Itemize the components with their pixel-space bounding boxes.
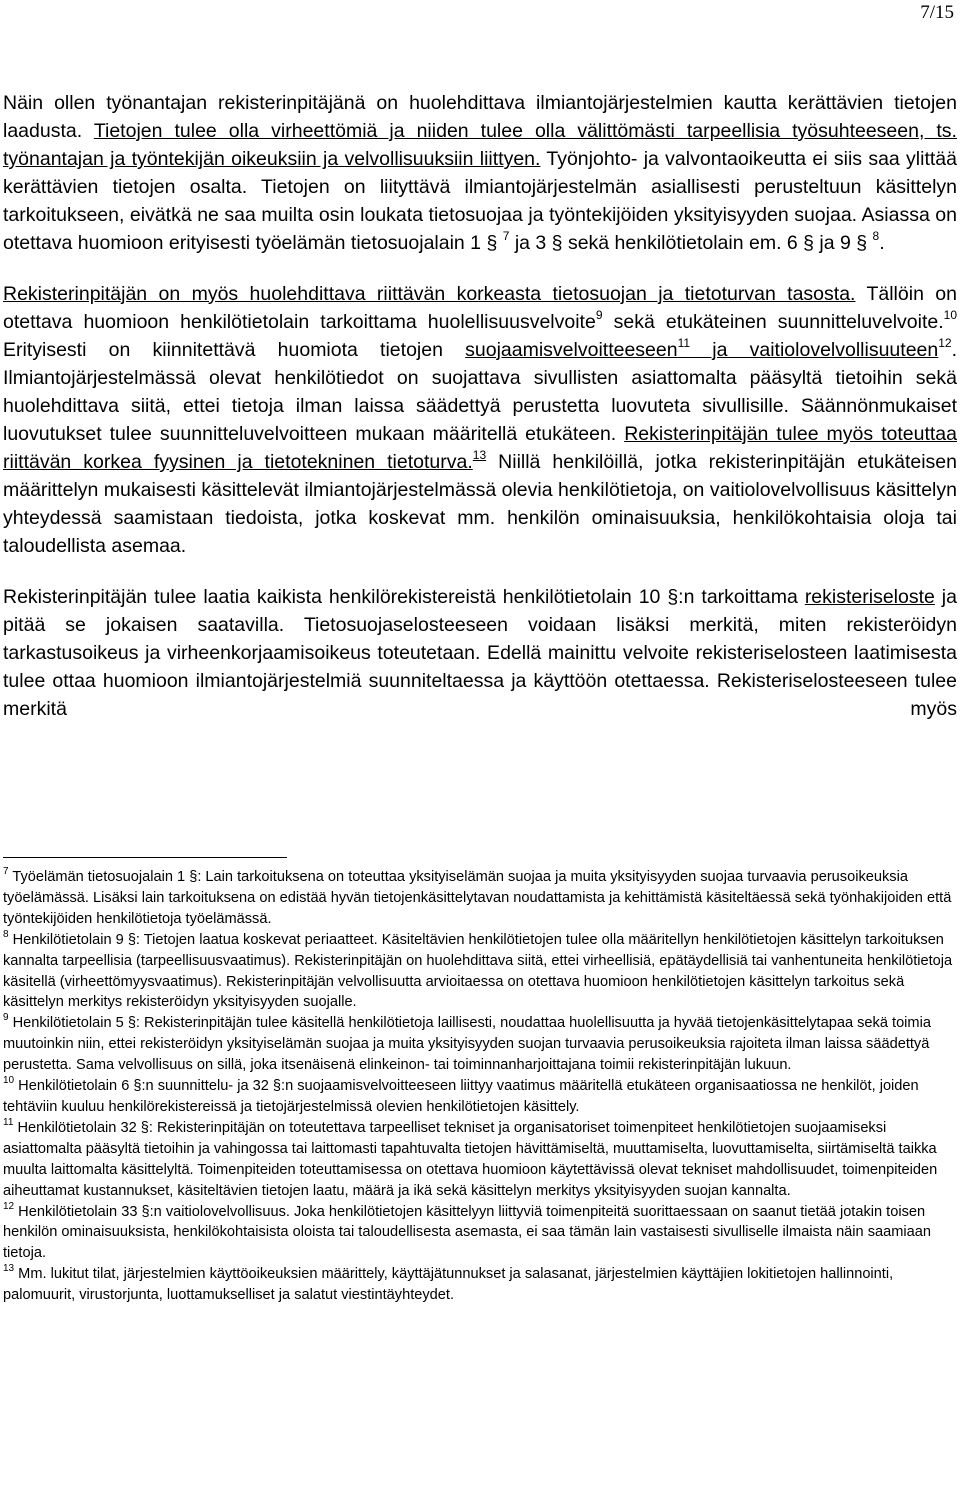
text-run: sekä etukäteinen suunnitteluvelvoite. [602, 310, 944, 333]
footnote-11 [3, 1118, 957, 1202]
footnote-ref-7[interactable]: 7 [502, 229, 510, 244]
footnote-separator [3, 857, 287, 858]
footnote-ref-10[interactable]: 10 [943, 307, 957, 322]
footnote-ref-8[interactable]: 8 [872, 229, 880, 244]
footnote-text: Henkilötietolain 9 §: Tietojen laatua koskevat periaatteet. Käsiteltävien henkilötietojen tulee olla määritellyn henkilötietojen käsittelyn tarkoituksen kannalta tarpeellisia (tarpeellisuusvaatimus). Rekisterinpitäjän on huolehdittava siitä, ettei virheellisiä, epätäydellisiä tai vanhentuneita henkilötietoja käsitellä (virheettömyysvaatimus). Rekisterinpitäjän velvollisuutta arvioitaessa on otettava huomioon henkilötietojen käsittelyn tarkoitus sekä käsittelyn merkitys rekisteröidyn yksityisyyden suojalle. [3, 931, 953, 1011]
footnote-ref-11[interactable]: 11 [677, 335, 691, 350]
text-run: Niillä henkilöillä, jotka rekisterinpitäjän etukäteisen määrittelyn mukaisesti käsittelevät ilmiantojärjestelmässä olevia henkilötietoja, on vaitiolovelvollisuus käsittelyn yhteydessä saamistaan tiedoista, jotka koskevat mm. henkilön ominaisuuksia, henkilökohtaisia oloja tai taloudellista asemaa. [3, 451, 957, 558]
text-run: suojaamisvelvoitteeseen [465, 338, 678, 361]
text-run: ja vaitiolovelvollisuuteen [690, 338, 939, 361]
underlined-text: Tietojen tulee olla virheettömiä ja niiden tulee olla välittömästi tarpeellisia työsuhteeseen, ts. työnantajan ja työntekijän oikeuksiin ja velvollisuuksiin liittyen. [3, 120, 957, 171]
footnote-12 [3, 1202, 957, 1265]
document-body [3, 89, 957, 723]
text-run: Työnjohto- ja valvontaoikeutta ei siis saa ylittää kerättävien tietojen osalta. Tietojen on liityttävä ilmiantojärjestelmän asiallisesti perusteltuun käsittelyn tarkoitukseen, eivätkä ne saa muilta osin loukata tietosuojaa ja työntekijöiden yksityisyyden suojaa. Asiassa on otettava huomioon erityisesti työelämän tietosuojalain 1 § [3, 148, 957, 255]
footnote-number: 9 [3, 1012, 9, 1024]
footnote-text: Mm. lukitut tilat, järjestelmien käyttöoikeuksien määrittely, käyttäjätunnukset ja salasanat, järjestelmien käyttäjien lokitietojen hallinnointi, palomuurit, virustorjunta, luottamukselliset ja salatut viestintäyhteydet. [3, 1266, 894, 1304]
text-run: Näin ollen työnantajan rekisterinpitäjänä on huolehdittava ilmiantojärjestelmien kautta kerättävien tietojen laadusta. [3, 92, 957, 143]
footnote-text: Henkilötietolain 6 §:n suunnittelu- ja 32 §:n suojaamisvelvoitteeseen liittyy vaatimus määritellä etukäteen organisaatiossa ne henkilöt, joiden tehtäviin kuuluu henkilörekistereissä ja tietojärjestelmissä olevien henkilötietojen käsittely. [3, 1078, 919, 1115]
footnote-7 [3, 867, 957, 930]
text-run: Rekisterinpitäjän tulee laatia kaikista henkilörekistereistä henkilötietolain 10 §:n tarkoittama [3, 585, 805, 608]
paragraph-data-quality [3, 89, 957, 258]
underlined-text: Rekisterinpitäjän tulee myös toteuttaa riittävän korkea fyysinen ja tietotekninen tietoturva. [3, 423, 957, 474]
text-run: Erityisesti on kiinnitettävä huomiota tietojen [3, 338, 466, 361]
text-run: Tällöin on otettava huomioon henkilötietolain tarkoittama huolellisuusvelvoite [3, 282, 957, 333]
footnote-text: Henkilötietolain 32 §: Rekisterinpitäjän on toteutettava tarpeelliset tekniset ja organisatoriset toimenpiteet henkilötietojen suojaamiseksi asiattomalta pääsyltä tietoihin ja vahingossa tai laittomasti tapahtuvalta tietojen hävittämiseltä, muuttamiselta, luovuttamiselta, siirtämiseltä taikka muulta laittomalta käsittelyltä. Toimenpiteiden toteuttamisessa on otettava huomioon käytettävissä olevat tekniset mahdollisuudet, toimenpiteiden aiheuttamat kustannukset, käsiteltävien tietojen laatu, määrä ja ikä sekä käsittelyn merkitys yksityisyyden suojan kannalta. [3, 1119, 938, 1199]
underlined-text: Rekisterinpitäjän on myös huolehdittava riittävän korkeasta tietosuojan ja tietoturvan tasosta. [3, 282, 856, 305]
footnote-13 [3, 1264, 957, 1306]
paragraph-register-description [3, 583, 957, 723]
underlined-text [465, 335, 939, 361]
footnote-number: 12 [3, 1200, 15, 1212]
footnote-text: Työelämän tietosuojalain 1 §: Lain tarkoituksena on toteuttaa yksityiselämän suojaa ja muita yksityisyyden suojaa turvaavia perusoikeuksia työelämässä. Lisäksi lain tarkoituksena on edistää hyvän tietojenkäsittelytavan noudattamista ja kehittämistä käsiteltäessä sekä työnhakijoiden että työntekijöiden henkilötietoja työelämässä. [3, 869, 952, 927]
footnote-9 [3, 1013, 957, 1076]
text-run: ja 3 § sekä henkilötietolain em. 6 § ja 9 § [509, 232, 873, 255]
footnote-ref-13[interactable]: 13 [472, 448, 487, 463]
footnote-number: 13 [3, 1263, 15, 1275]
footnote-number: 7 [3, 866, 9, 877]
footnote-ref-9[interactable]: 9 [595, 307, 603, 322]
footnote-number: 10 [3, 1075, 15, 1087]
underlined-text: rekisteriseloste [804, 585, 935, 608]
page-number: 7/15 [920, 2, 954, 23]
text-run: . [879, 232, 885, 255]
footnote-number: 11 [3, 1116, 14, 1128]
footnote-text: Henkilötietolain 5 §: Rekisterinpitäjän tulee käsitellä henkilötietoja laillisesti, noudattaa huolellisuutta ja hyvää tietojenkäsittelytapaa sekä toimia muutoinkin niin, ettei rekisteröidyn yksityiselämän suojaa ja muita yksityisyyden suojan turvaavia perusoikeuksia rajoiteta ilman laissa säädettyä perustetta. Sama velvollisuus on sillä, joka itsenäisenä elinkeinon- tai toiminnanharjoittajana toimii rekisterinpitäjän lukuun. [3, 1015, 931, 1074]
text-run: ja pitää se jokaisen saatavilla. Tietosuojaselosteeseen voidaan lisäksi merkitä, miten rekisteröidyn tarkastusoikeus ja virheenkorjaamisoikeus toteutetaan. Edellä mainittu velvoite rekisteriselosteen laatimisesta tulee ottaa huomioon ilmiantojärjestelmiä suunniteltaessa ja käyttöön otettaessa. Rekisteriselosteeseen tulee merkitä myös [3, 585, 957, 720]
footnote-ref-12[interactable]: 12 [938, 335, 952, 350]
footnote-text: Henkilötietolain 33 §:n vaitiolovelvollisuus. Joka henkilötietojen käsittelyyn liittyviä toimenpiteitä suorittaessaan on saanut tietää jotakin toisen henkilön ominaisuuksista, henkilökohtaisista oloista tai taloudellisesta asemasta, ei saa tämän lain vastaisesti sivulliselle ilmaista näin saamiaan tietoja. [3, 1203, 931, 1262]
paragraph-data-security [3, 280, 957, 561]
footnote-8 [3, 930, 957, 1014]
text-run: . Ilmiantojärjestelmässä olevat henkilötiedot on suojattava sivullisten asiattomalta pääsyltä tietoihin sekä huolehdittava siitä, ettei tietoja ilman laissa säädettyä perustetta luovuteta sivullisille. Säännönmukaiset luovutukset tulee suunnitteluvelvoitteen mukaan määritellä etukäteen. [3, 338, 958, 446]
footnote-number: 8 [3, 928, 9, 940]
footnotes-section [3, 867, 957, 1306]
footnote-10 [3, 1076, 957, 1118]
